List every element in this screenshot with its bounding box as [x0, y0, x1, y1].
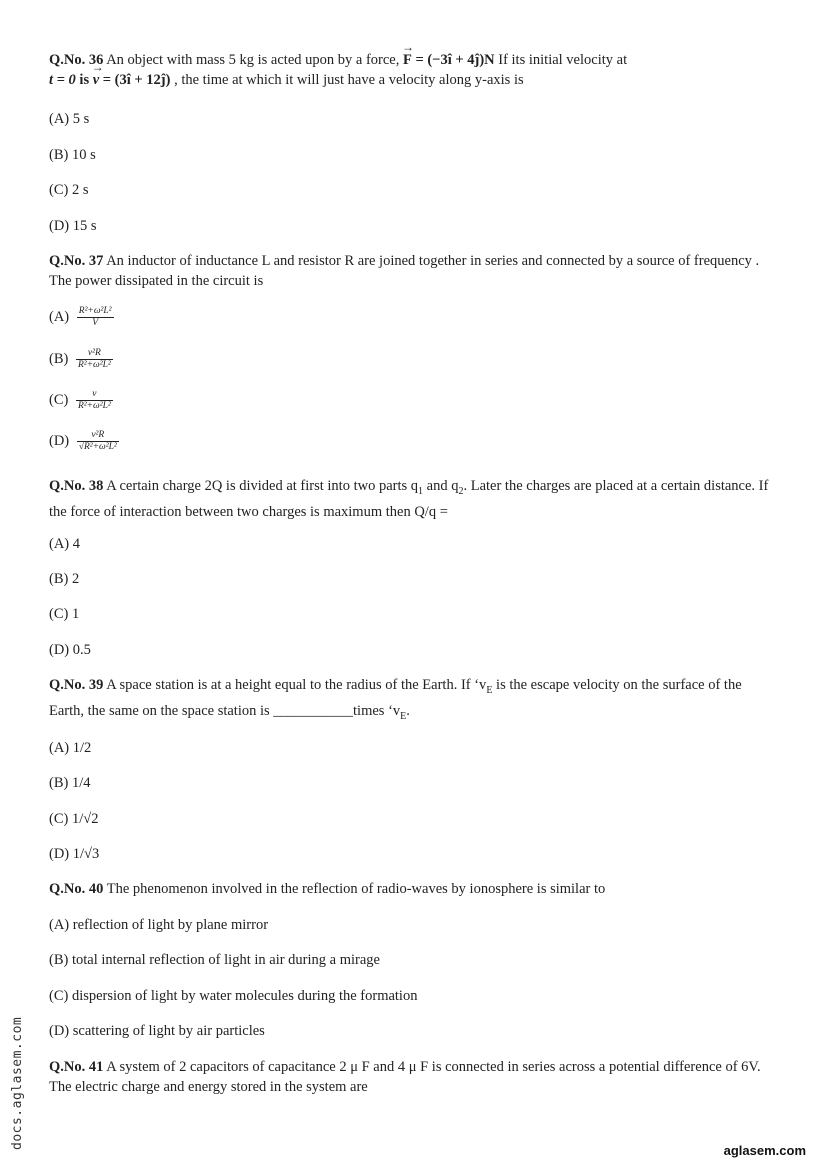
question-text: An inductor of inductance L and resistor R are joined together in series and connected by a source of frequency . The power dissipated in the circuit is — [49, 253, 760, 289]
question-40 — [49, 879, 779, 899]
question-number: Q.No. 37 — [49, 253, 104, 269]
option-d: (D) scattering of light by air particles — [49, 1023, 265, 1039]
subscript: 1 — [418, 485, 424, 497]
option-c: (C) dispersion of light by water molecules during the formation — [49, 988, 418, 1004]
numerator: v — [92, 389, 97, 399]
question-text: . — [406, 702, 410, 719]
question-number: Q.No. 38 — [49, 478, 104, 494]
force-expression: = (−3î + 4ĵ)N — [415, 52, 495, 68]
option-d: (D) 15 s — [49, 218, 97, 234]
option-c: (C) 2 s — [49, 182, 89, 198]
denominator: V — [77, 317, 114, 329]
subscript: E — [400, 710, 407, 722]
option-a — [49, 306, 114, 329]
denominator: R²+ω²L² — [77, 401, 111, 411]
question-number: Q.No. 40 — [49, 881, 104, 897]
question-36 — [49, 50, 779, 90]
watermark: docs.aglasem.com — [10, 1016, 25, 1150]
question-text: A system of 2 capacitors of capacitance 2 μ F and 4 μ F is connected in series across a potential difference of 6V. The electric charge and energy stored in the system are — [49, 1059, 761, 1095]
option-c — [49, 389, 113, 412]
option-b: (B) 2 — [49, 571, 80, 587]
option-label: (A) — [49, 308, 70, 325]
question-text: and q — [423, 478, 459, 494]
question-text: . Later the charges are placed at a certain distance. If the force of interaction between two charges is maximum then Q/q = — [49, 478, 769, 520]
option-d: (D) 1/√3 — [49, 846, 100, 862]
option-d — [49, 430, 119, 453]
question-text: is — [79, 72, 90, 88]
numerator: v²R — [87, 348, 101, 358]
velocity-vector-symbol: → v — [93, 70, 99, 90]
numerator: v²R — [91, 430, 105, 440]
question-text: A certain charge 2Q is divided at first into two parts q — [106, 478, 419, 494]
question-number: Q.No. 39 — [49, 677, 104, 693]
footer-brand: aglasem.com — [723, 1143, 806, 1158]
question-number: Q.No. 36 — [49, 52, 104, 68]
fraction — [77, 306, 114, 329]
question-number: Q.No. 41 — [49, 1059, 104, 1075]
force-vector-symbol: → F — [403, 50, 412, 70]
option-b: (B) 10 s — [49, 147, 96, 163]
denominator: R²+ω²L² — [77, 360, 111, 370]
question-text: , the time at which it will just have a velocity along y-axis is — [174, 72, 524, 88]
option-a: (A) reflection of light by plane mirror — [49, 917, 269, 933]
option-c: (C) 1 — [49, 606, 80, 622]
question-37 — [49, 251, 779, 291]
question-41 — [49, 1057, 779, 1097]
denominator: √R²+ω²L² — [78, 442, 117, 452]
option-b — [49, 348, 113, 371]
option-label: (C) — [49, 391, 69, 408]
subscript: E — [486, 684, 493, 696]
fraction — [77, 430, 119, 453]
question-38 — [49, 476, 779, 522]
numerator: R²+ω²L² — [78, 306, 112, 316]
question-text: A space station is at a height equal to the radius of the Earth. If ‘v — [106, 677, 487, 693]
fraction — [76, 348, 113, 371]
question-39 — [49, 675, 779, 727]
fraction — [76, 389, 113, 412]
option-c: (C) 1/√2 — [49, 811, 99, 827]
question-text: is the escape velocity on the surface of the Earth, the same on the space station is ___________times ‘v — [49, 677, 742, 719]
option-b: (B) total internal reflection of light in air during a mirage — [49, 952, 380, 968]
option-b: (B) 1/4 — [49, 775, 91, 791]
question-text: An object with mass 5 kg is acted upon by a force, — [106, 52, 400, 68]
option-a: (A) 4 — [49, 536, 81, 552]
subscript: 2 — [458, 485, 464, 497]
initial-condition: t = 0 — [49, 72, 76, 88]
option-label: (B) — [49, 350, 69, 367]
option-a: (A) 1/2 — [49, 740, 92, 756]
option-a: (A) 5 s — [49, 111, 90, 127]
option-label: (D) — [49, 432, 70, 449]
question-text: The phenomenon involved in the reflection of radio-waves by ionosphere is similar to — [106, 881, 606, 897]
question-text: If its initial velocity at — [498, 52, 628, 68]
velocity-expression: = (3î + 12ĵ) — [102, 72, 171, 88]
option-d: (D) 0.5 — [49, 642, 91, 658]
